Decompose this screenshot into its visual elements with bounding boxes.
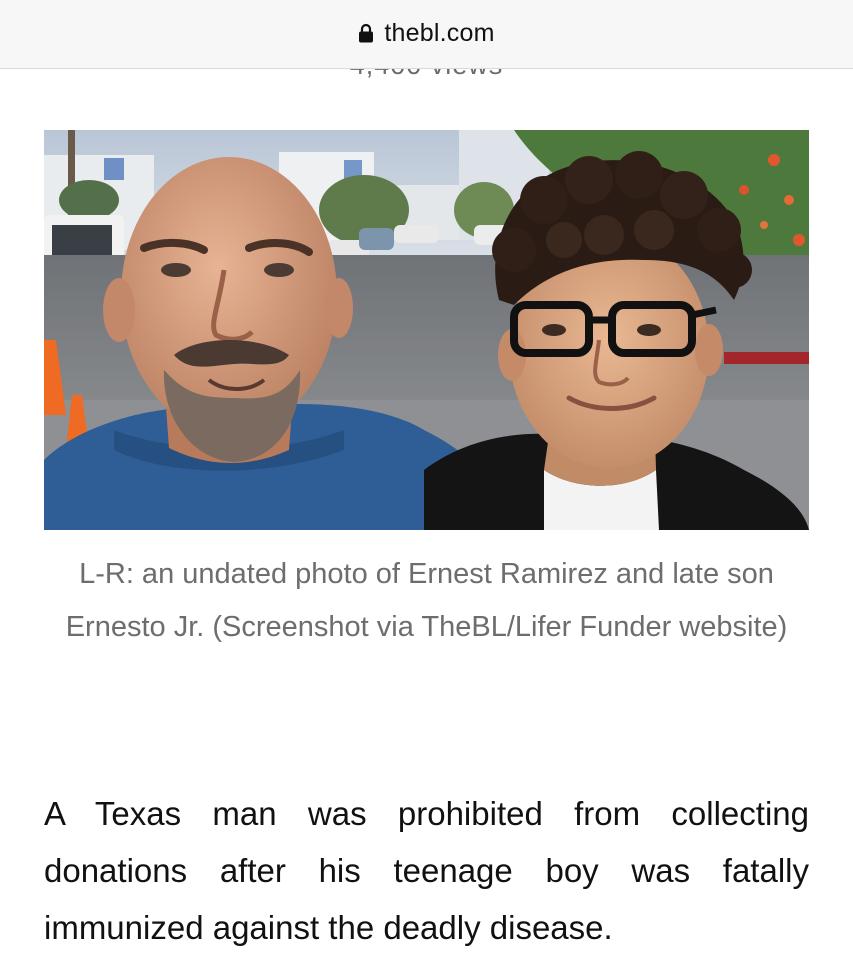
photo-illustration bbox=[44, 130, 809, 530]
article-paragraph: A Texas man was prohibited from collecting donations after his teenage boy was fatally immunized against the deadly disease. bbox=[44, 795, 809, 946]
url-text: thebl.com bbox=[384, 18, 495, 47]
url-display[interactable] bbox=[358, 19, 494, 48]
photo-caption: L-R: an undated photo of Ernest Ramirez and late son Ernesto Jr. (Screenshot via TheBL/Lifer Funder website) bbox=[65, 558, 788, 643]
lock-icon bbox=[358, 23, 374, 43]
article-photo bbox=[44, 130, 809, 530]
browser-address-bar[interactable] bbox=[0, 0, 853, 69]
